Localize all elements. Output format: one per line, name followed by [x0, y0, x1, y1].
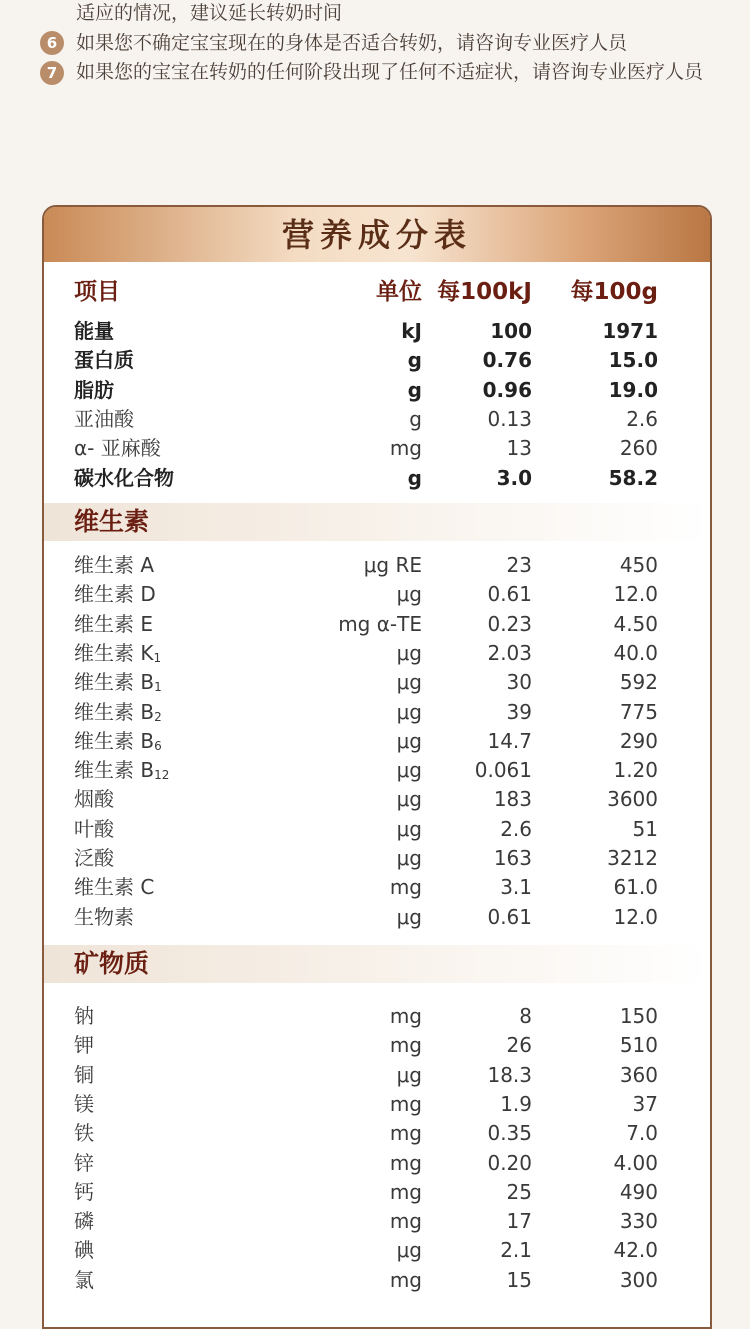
value-per-100g: 290 — [619, 728, 658, 753]
table-row — [44, 376, 710, 405]
table-row — [44, 580, 710, 609]
nutrient-name: 钾 — [74, 1033, 94, 1058]
header-item: 项目 — [74, 279, 120, 305]
nutrient-name: 泛酸 — [74, 846, 114, 870]
nutrient-name: 氯 — [74, 1267, 94, 1292]
value-per-100kj: 183 — [493, 787, 532, 812]
nutrient-unit: μg — [396, 640, 422, 665]
nutrition-table — [42, 205, 712, 1329]
table-row — [44, 317, 710, 346]
value-per-100g: 360 — [619, 1062, 658, 1087]
nutrient-name: 铜 — [74, 1062, 94, 1087]
note-continued: 适应的情况，建议延长转奶时间 — [76, 2, 343, 24]
nutrient-name-text: 维生素 B — [74, 728, 155, 753]
value-per-100g: 15.0 — [608, 348, 658, 373]
section-title: 矿物质 — [74, 949, 150, 978]
value-per-100g: 7.0 — [626, 1121, 658, 1146]
value-per-100kj: 0.61 — [487, 904, 532, 929]
nutrient-subscript: 6 — [154, 738, 162, 753]
value-per-100g: 19.0 — [608, 377, 658, 402]
nutrient-name: 维生素 D — [74, 582, 156, 607]
nutrient-name: 钙 — [74, 1179, 94, 1204]
nutrient-subscript: 1 — [154, 680, 162, 695]
nutrient-unit: mg — [389, 436, 422, 461]
table-title: 营养成分表 — [44, 207, 710, 262]
section-vitamins — [44, 503, 710, 541]
value-per-100g: 3212 — [607, 846, 658, 870]
nutrient-unit: μg — [396, 699, 422, 724]
value-per-100g: 58.2 — [608, 465, 658, 490]
nutrient-subscript: 2 — [154, 709, 162, 724]
value-per-100kj: 2.03 — [487, 640, 532, 665]
table-row — [44, 1236, 710, 1265]
nutrient-name: 铁 — [74, 1121, 94, 1146]
table-row — [44, 346, 710, 375]
nutrient-name: 叶酸 — [74, 816, 114, 841]
value-per-100kj: 0.35 — [487, 1121, 532, 1146]
nutrient-name: 镁 — [74, 1091, 94, 1116]
nutrient-unit: mg α-TE — [338, 611, 422, 636]
value-per-100g: 592 — [619, 670, 658, 695]
table-row — [44, 639, 710, 668]
value-per-100g: 260 — [619, 436, 658, 461]
nutrient-unit: mg — [389, 1150, 422, 1175]
nutrient-unit: g — [407, 465, 422, 490]
nutrient-unit: μg — [396, 787, 422, 812]
table-row — [44, 903, 710, 932]
value-per-100g: 4.00 — [613, 1150, 658, 1175]
nutrient-unit: kJ — [401, 319, 422, 343]
value-per-100g: 3600 — [607, 787, 658, 812]
value-per-100kj: 15 — [506, 1267, 532, 1292]
note-item-7 — [40, 59, 720, 115]
table-row — [44, 1178, 710, 1207]
header-per-100g: 每100g — [570, 279, 658, 305]
nutrient-unit: mg — [389, 1209, 422, 1234]
value-per-100kj: 0.76 — [482, 348, 532, 373]
table-row — [44, 727, 710, 756]
nutrient-subscript: 1 — [153, 650, 162, 665]
nutrient-unit: mg — [389, 1121, 422, 1146]
nutrient-name: 维生素 C — [74, 875, 155, 900]
table-row — [44, 873, 710, 902]
value-per-100kj: 3.1 — [500, 875, 532, 900]
value-per-100kj: 2.6 — [500, 816, 532, 841]
table-row — [44, 1061, 710, 1090]
value-per-100g: 51 — [632, 816, 658, 841]
value-per-100kj: 26 — [506, 1033, 532, 1058]
table-row — [44, 668, 710, 697]
nutrient-unit: μg — [396, 582, 422, 607]
nutrient-name: 脂肪 — [74, 377, 114, 402]
value-per-100kj: 100 — [490, 319, 532, 343]
nutrient-name: 维生素 E — [74, 611, 153, 636]
nutrient-unit: μg — [396, 846, 422, 870]
nutrient-unit: μg — [396, 816, 422, 841]
nutrient-name: 锌 — [74, 1150, 94, 1175]
table-row — [44, 610, 710, 639]
value-per-100kj: 39 — [506, 699, 532, 724]
value-per-100g: 510 — [619, 1033, 658, 1058]
value-per-100g: 2.6 — [626, 406, 658, 431]
table-row — [44, 1207, 710, 1236]
value-per-100kj: 30 — [506, 670, 532, 695]
value-per-100kj: 17 — [506, 1209, 532, 1234]
value-per-100kj: 3.0 — [496, 465, 532, 490]
table-row — [44, 1119, 710, 1148]
table-row — [44, 756, 710, 785]
value-per-100kj: 2.1 — [500, 1238, 532, 1263]
value-per-100g: 775 — [619, 699, 658, 724]
value-per-100g: 37 — [632, 1091, 658, 1116]
nutrient-name-text: 维生素 K — [74, 640, 154, 665]
table-row — [44, 698, 710, 727]
nutrient-name: 烟酸 — [74, 787, 114, 812]
value-per-100g: 1.20 — [613, 758, 658, 783]
value-per-100kj: 0.13 — [487, 406, 532, 431]
value-per-100g: 12.0 — [613, 904, 658, 929]
value-per-100kj: 14.7 — [487, 728, 532, 753]
value-per-100g: 12.0 — [613, 582, 658, 607]
nutrient-unit: mg — [389, 1091, 422, 1116]
value-per-100g: 450 — [619, 553, 658, 577]
nutrient-unit: mg — [389, 1179, 422, 1204]
value-per-100g: 300 — [619, 1267, 658, 1292]
nutrient-name: 钠 — [74, 1004, 94, 1028]
nutrient-unit: μg — [396, 670, 422, 695]
value-per-100kj: 0.061 — [474, 758, 532, 783]
value-per-100g: 40.0 — [613, 640, 658, 665]
value-per-100g: 61.0 — [613, 875, 658, 900]
value-per-100g: 150 — [619, 1004, 658, 1028]
header-per-100kj: 每100kJ — [437, 279, 532, 305]
table-header-row — [44, 278, 710, 307]
table-row — [44, 1090, 710, 1119]
nutrient-name: 磷 — [74, 1209, 94, 1234]
nutrient-name: 维生素 A — [74, 553, 155, 577]
value-per-100g: 330 — [619, 1209, 658, 1234]
nutrient-unit: μg — [396, 1238, 422, 1263]
nutrient-unit: μg — [396, 904, 422, 929]
table-row — [44, 1002, 710, 1031]
value-per-100kj: 0.61 — [487, 582, 532, 607]
nutrient-unit: g — [407, 348, 422, 373]
note-item-6 — [40, 30, 720, 56]
table-row — [44, 844, 710, 873]
value-per-100kj: 0.23 — [487, 611, 532, 636]
nutrient-name-text: 维生素 B — [74, 670, 155, 695]
nutrient-unit: μg — [396, 758, 422, 783]
table-row — [44, 551, 710, 580]
value-per-100kj: 0.20 — [487, 1150, 532, 1175]
nutrient-unit: g — [409, 406, 422, 431]
nutrient-name-text: 维生素 B — [74, 699, 155, 724]
nutrient-unit: mg — [389, 1004, 422, 1028]
table-row — [44, 1149, 710, 1178]
table-row — [44, 815, 710, 844]
nutrient-unit: mg — [389, 1267, 422, 1292]
table-row — [44, 434, 710, 463]
nutrient-name: 碘 — [74, 1238, 94, 1263]
section-title: 维生素 — [74, 507, 150, 536]
value-per-100kj: 1.9 — [500, 1091, 532, 1116]
value-per-100kj: 0.96 — [482, 377, 532, 402]
nutrient-name-text: 维生素 B — [74, 758, 155, 783]
section-minerals — [44, 945, 710, 983]
nutrient-unit: mg — [389, 1033, 422, 1058]
nutrient-unit: μg — [396, 728, 422, 753]
value-per-100g: 490 — [619, 1179, 658, 1204]
nutrient-name: 蛋白质 — [74, 348, 134, 373]
nutrient-unit: μg RE — [363, 553, 422, 577]
table-row — [44, 1266, 710, 1295]
value-per-100kj: 8 — [519, 1004, 532, 1028]
note-number-badge: 7 — [40, 61, 64, 85]
value-per-100kj: 18.3 — [487, 1062, 532, 1087]
table-row — [44, 405, 710, 434]
nutrient-name: 能量 — [74, 319, 114, 343]
value-per-100g: 1971 — [602, 319, 658, 343]
note-number-badge: 6 — [40, 31, 64, 55]
nutrient-name: α- 亚麻酸 — [74, 436, 161, 461]
nutrient-unit: g — [407, 377, 422, 402]
header-unit: 单位 — [376, 279, 422, 305]
value-per-100kj: 25 — [506, 1179, 532, 1204]
table-row — [44, 464, 710, 493]
value-per-100kj: 163 — [493, 846, 532, 870]
value-per-100kj: 13 — [506, 436, 532, 461]
nutrient-subscript: 12 — [154, 768, 170, 783]
nutrient-unit: mg — [389, 875, 422, 900]
nutrient-unit: μg — [396, 1062, 422, 1087]
table-row — [44, 1031, 710, 1060]
value-per-100kj: 23 — [506, 553, 532, 577]
value-per-100g: 4.50 — [613, 611, 658, 636]
table-row — [44, 785, 710, 814]
nutrient-name: 生物素 — [74, 904, 134, 929]
note-text: 如果您的宝宝在转奶的任何阶段出现了任何不适症状，请咨询专业医疗人员 — [76, 61, 704, 83]
nutrient-name: 碳水化合物 — [74, 465, 174, 490]
nutrient-name: 亚油酸 — [74, 406, 134, 431]
value-per-100g: 42.0 — [613, 1238, 658, 1263]
note-text: 如果您不确定宝宝现在的身体是否适合转奶，请咨询专业医疗人员 — [76, 32, 628, 54]
